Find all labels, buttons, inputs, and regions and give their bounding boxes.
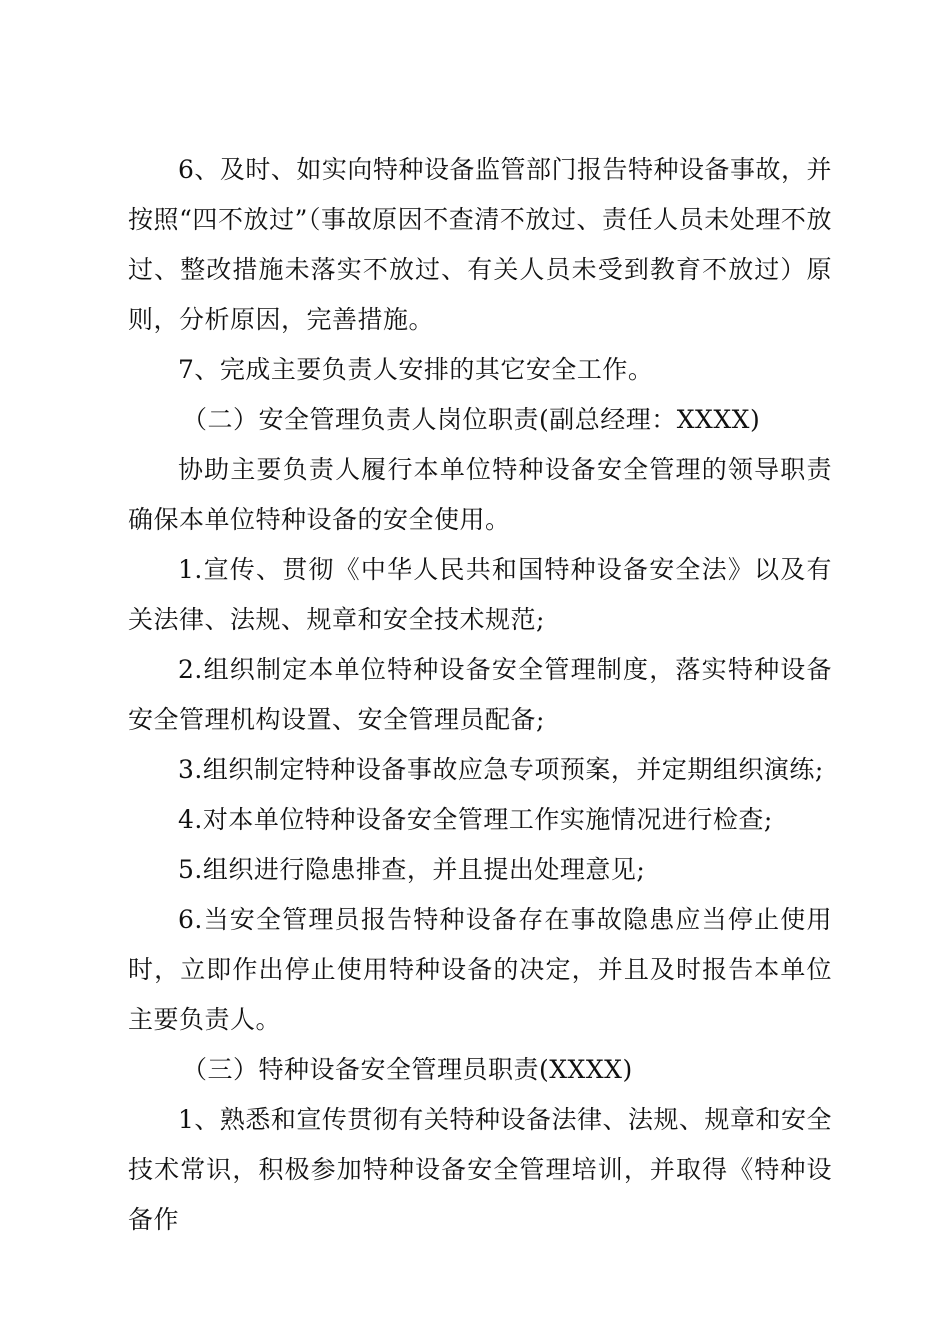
document-body (128, 145, 832, 1245)
list-item-emergency-plan: 3.组织制定特种设备事故应急专项预案，并定期组织演练; (178, 755, 824, 784)
list-item-familiarize-regulations: 1、熟悉和宣传贯彻有关特种设备法律、法规、规章和安全技术常识，积极参加特种设备安全管理培训，并取得《特种设备作 (128, 1105, 832, 1234)
paragraph-assist-leadership: 协助主要负责人履行本单位特种设备安全管理的领导职责确保本单位特种设备的安全使用。 (128, 455, 832, 534)
list-item-stop-use: 6.当安全管理员报告特种设备存在事故隐患应当停止使用时，立即作出停止使用特种设备的决定，并且及时报告本单位主要负责人。 (128, 905, 832, 1034)
list-item-management-system: 2.组织制定本单位特种设备安全管理制度，落实特种设备安全管理机构设置、安全管理员配备; (128, 655, 832, 734)
list-item-promote-law: 1.宣传、贯彻《中华人民共和国特种设备安全法》以及有关法律、法规、规章和安全技术规范; (128, 555, 832, 634)
list-item-hazard-check: 5.组织进行隐患排查，并且提出处理意见; (178, 855, 646, 884)
section-heading-safety-manager-duties: （二）安全管理负责人岗位职责(副总经理：XXXX) (182, 405, 761, 434)
section-heading-equipment-safety-officer: （三）特种设备安全管理员职责(XXXX) (182, 1055, 633, 1084)
paragraph-accident-reporting: 6、及时、如实向特种设备监管部门报告特种设备事故，并按照“四不放过”（事故原因不查清不放过、责任人员未处理不放过、整改措施未落实不放过、有关人员未受到教育不放过）原则，分析原因，完善措施。 (128, 155, 832, 334)
paragraph-other-safety-work: 7、完成主要负责人安排的其它安全工作。 (178, 355, 654, 384)
list-item-inspection: 4.对本单位特种设备安全管理工作实施情况进行检查; (178, 805, 773, 834)
